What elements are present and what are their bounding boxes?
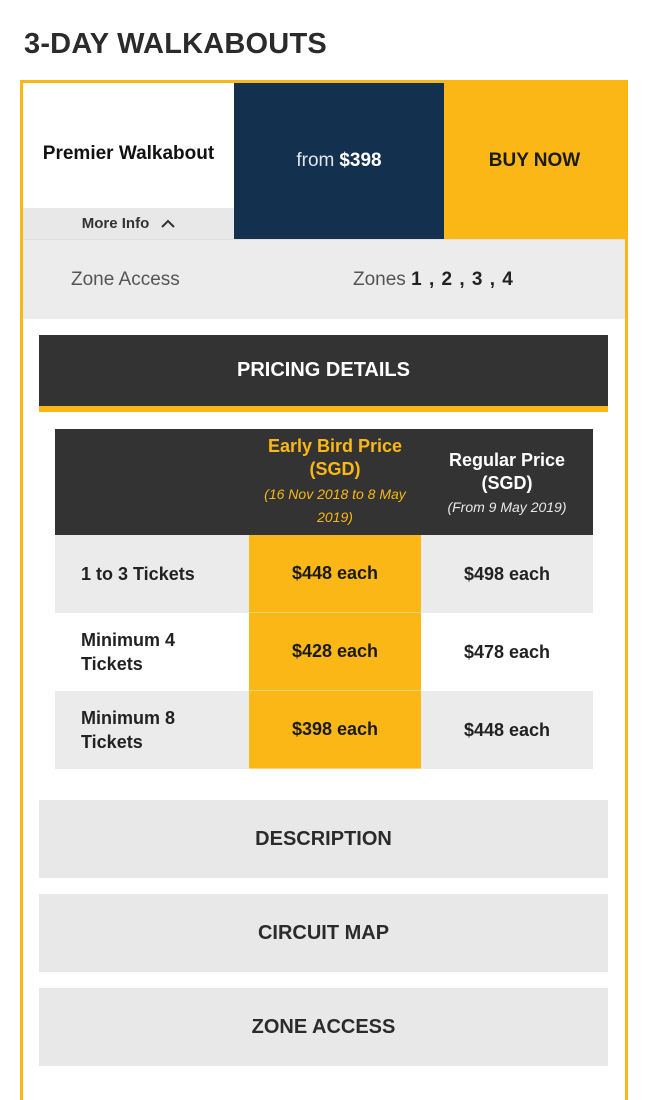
product-name: Premier Walkabout [42, 143, 215, 164]
pricing-details-header: PRICING DETAILS [39, 335, 608, 412]
page-title: 3-DAY WALKABOUTS [24, 28, 327, 60]
early-bird-title: Early Bird Price (SGD) [267, 436, 403, 479]
early-bird-dates: (16 Nov 2018 to 8 May 2019) [264, 486, 406, 525]
price-amount: $398 [339, 150, 382, 171]
price-prefix: from [296, 150, 335, 171]
row-label: 1 to 3 Tickets [81, 564, 195, 584]
pricing-table-header [55, 429, 593, 535]
table-row [55, 535, 593, 613]
row-label: Minimum 8 Tickets [81, 708, 176, 752]
regular-column-header [421, 449, 593, 517]
zone-access-accordion[interactable]: ZONE ACCESS [39, 988, 608, 1066]
description-accordion[interactable]: DESCRIPTION [39, 800, 608, 878]
regular-price: $448 each [463, 719, 551, 740]
regular-dates: (From 9 May 2019) [447, 499, 567, 515]
regular-price: $478 each [463, 641, 551, 662]
early-bird-column-header [249, 435, 421, 529]
price-display [234, 83, 444, 239]
chevron-up-icon [161, 219, 175, 229]
zone-access-label: Zone Access [71, 269, 180, 290]
more-info-label: More Info [81, 215, 150, 232]
circuit-map-accordion[interactable]: CIRCUIT MAP [39, 894, 608, 972]
zones-list: 1 , 2 , 3 , 4 [411, 269, 514, 290]
zones-prefix: Zones [353, 269, 406, 290]
early-bird-price: $428 each [249, 613, 421, 691]
regular-price: $498 each [463, 563, 551, 584]
early-bird-price: $448 each [249, 535, 421, 613]
table-row [55, 691, 593, 769]
pricing-table [55, 429, 593, 769]
regular-title: Regular Price (SGD) [448, 450, 566, 493]
product-cell [23, 83, 234, 239]
zone-access-row [23, 239, 625, 319]
more-info-toggle[interactable] [23, 208, 234, 239]
zone-access-value [353, 269, 514, 291]
product-card [20, 80, 628, 1100]
buy-now-button[interactable]: BUY NOW [444, 83, 625, 239]
early-bird-price: $398 each [249, 691, 421, 769]
table-row [55, 613, 593, 691]
row-label: Minimum 4 Tickets [81, 630, 176, 674]
